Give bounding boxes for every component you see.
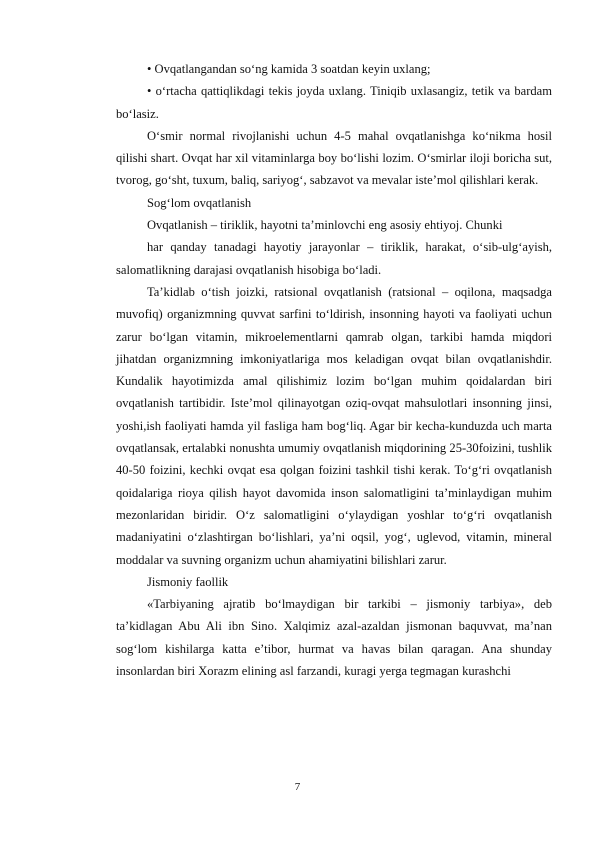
paragraph-physical-education: «Tarbiyaning ajratib bo‘lmaydigan bir tarkibi – jismoniy tarbiya», deb ta’kidlagan Abu Ali ibn Sino. Xalqimiz azal-azaldan jismonan baquvvat, ma’nan sog‘lom kishilarga katta e’tibor, hurmat va havas bilan qaragan. Ana shunday insonlardan biri Xorazm elining asl farzandi, kuragi yerga tegmagan kurashchi [116, 597, 552, 679]
paragraph-teen-nutrition: O‘smir normal rivojlanishi uchun 4-5 mahal ovqatlanishga ko‘nikma hosil qilishi shart. Ovqat har xil vitaminlarga boy bo‘lishi lozim. O‘smirlar iloji boricha sut, tvorog, go‘sht, tuxum, baliq, sariyog‘, sabzavot va mevalar iste’mol qilishlari kerak. [116, 128, 552, 188]
paragraph-bullet-sleep-after-meal: • Ovqatlangandan so‘ng kamida 3 soatdan keyin uxlang; [147, 62, 431, 76]
section-heading-physical-activity: Jismoniy faollik [147, 574, 229, 589]
paragraph-rational-nutrition: Ta’kidlab o‘tish joizki, ratsional ovqatlanish (ratsional – oqilona, maqsadga muvofiq) organizmning quvvat sarfini to‘ldirish, insonning hayoti va faoliyati uchun zarur bo‘lgan vitamin, mikroelementlarni qamrab olgan, tarkibi hamda miqdori jihatdan organizmning imkoniyatlariga mos keladigan ovqat bilan ovqatlanishdir. Kundalik hayotimizda amal qilishimiz lozim bo‘lgan muhim qoidalardan biri ovqatlanish tartibidir. Iste’mol qilinayotgan oziq-ovqat mahsulotlari insonning jinsi, yoshi,ish faoliyati hamda yil fasliga ham bog‘liq. Agar bir kecha-kunduzda uch marta ovqatlansak, ertalabki nonushta umumiy ovqatlanish miqdorining 25-30foizini, tushlik 40-50 foizini, kechki ovqat esa qolgan foizini tashkil tishi kerak. To‘g‘ri ovqatlanish qoidalariga rioya qilish hayot davomida inson salomatligini ta’minlaydigan muhim mezonlaridan biridir. O‘z salomatligini o‘ylaydigan yoshlar to‘g‘ri ovqatlanish madaniyatini o‘zlashtirgan bo‘lishlari, ya’ni oqsil, yog‘, uglevod, vitamin, mineral moddalar va suvning organizm uchun ahamiyatini bilishlari zarur. [116, 284, 552, 567]
paragraph-life-processes: har qanday tanadagi hayotiy jarayonlar – tiriklik, harakat, o‘sib-ulg‘ayish, salomatlikning darajasi ovqatlanish hisobiga bo‘ladi. [116, 240, 552, 277]
section-heading-healthy-eating: Sog‘lom ovqatlanish [147, 195, 252, 210]
page-number: 7 [294, 781, 301, 793]
text-body [116, 58, 552, 682]
paragraph-nutrition-need: Ovqatlanish – tiriklik, hayotni ta’minlovchi eng asosiy ehtiyoj. Chunki [147, 218, 503, 233]
paragraph-bullet-firm-surface: • o‘rtacha qattiqlikdagi tekis joyda uxlang. Tiniqib uxlasangiz, tetik va bardam bo‘lasiz. [116, 84, 552, 121]
